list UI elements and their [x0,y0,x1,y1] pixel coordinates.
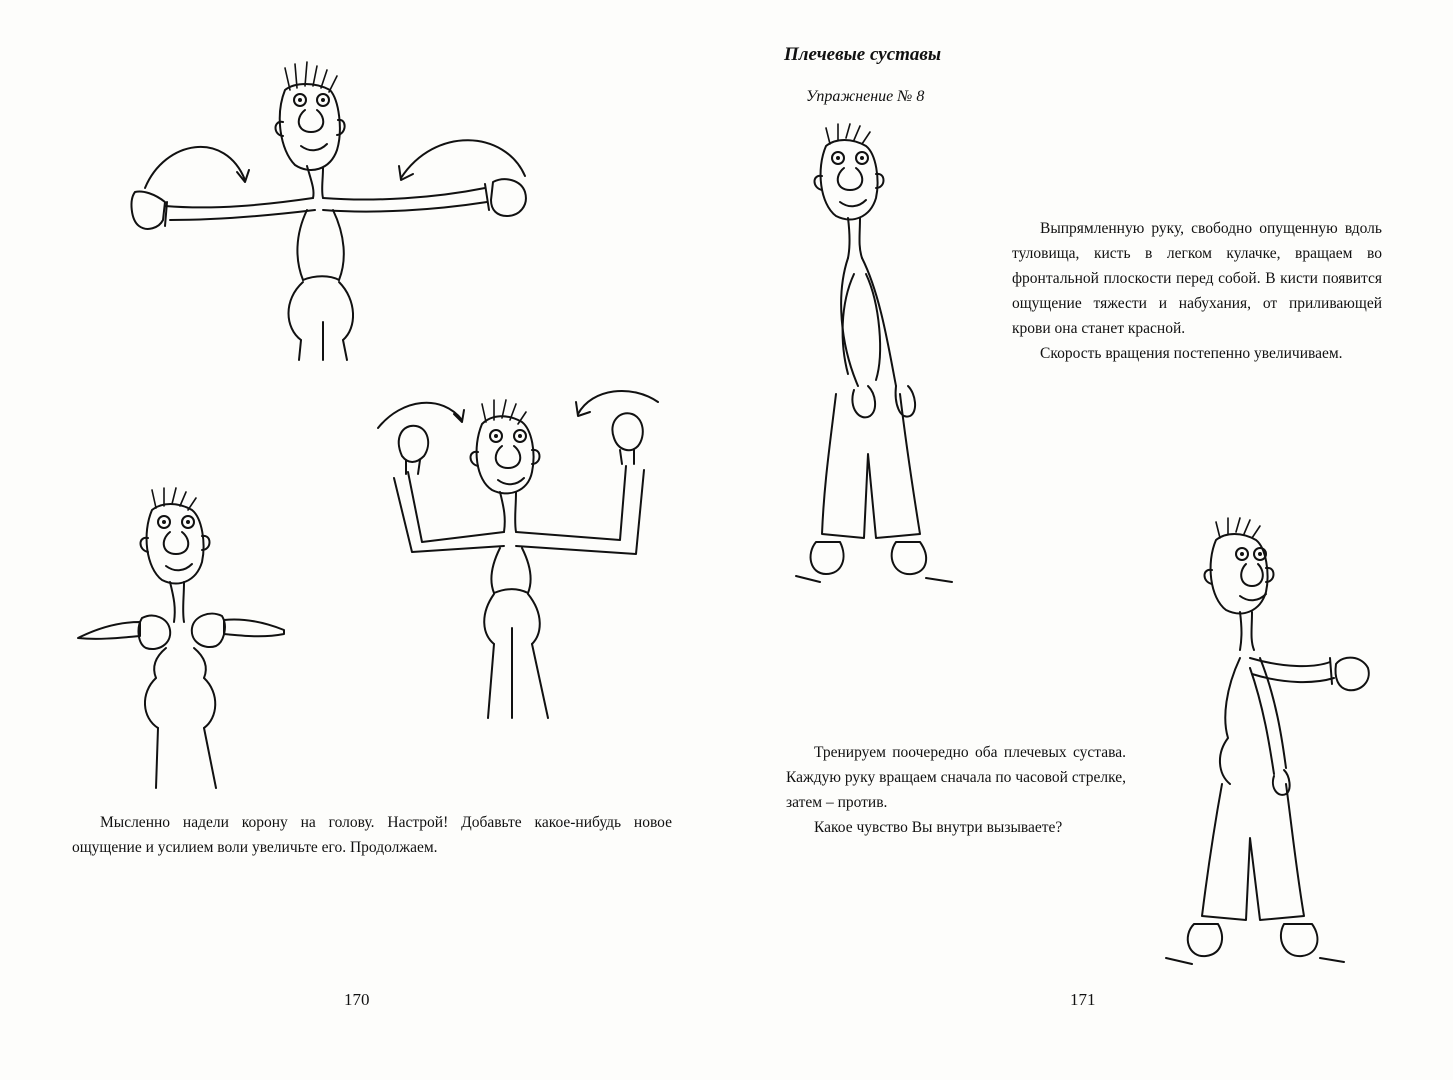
right-bottom-text-2: Какое чувство Вы внутри вызываете? [814,819,1063,836]
right-top-text-2: Скорость вращения постепенно увеличиваем. [1040,345,1343,362]
left-body-text: Мысленно надели корону на голову. Настрой! Добавьте какое-нибудь новое ощущение и усилием воли увеличьте его. Продолжаем. [72,814,672,856]
right-top-text-1: Выпрямленную руку, свободно опущенную вдоль туловища, кисть в легком кулачке, вращаем во фронтальной плоскости перед собой. В кисти появится ощущение тяжести и набухания, от приливающей крови она станет красной. [1012,220,1382,337]
left-body-paragraph [72,810,672,860]
figure-arm-extended-illustration [1164,518,1384,978]
page-number-left: 170 [344,990,370,1009]
figure-arms-out-illustration [125,60,555,360]
section-heading: Плечевые суставы [784,44,942,65]
right-bottom-text-1: Тренируем поочередно оба плечевых сустава. Каждую руку вращаем сначала по часовой стрелке, затем – против. [786,744,1126,811]
right-bottom-paragraph [786,740,1126,840]
right-top-paragraph [1012,216,1382,366]
figure-arms-raised-illustration [372,378,672,718]
figure-standing-arms-down-illustration [796,124,956,594]
page-number-right: 171 [1070,990,1096,1009]
exercise-subheading: Упражнение № 8 [806,88,925,105]
figure-fists-at-chest-illustration [78,488,288,788]
